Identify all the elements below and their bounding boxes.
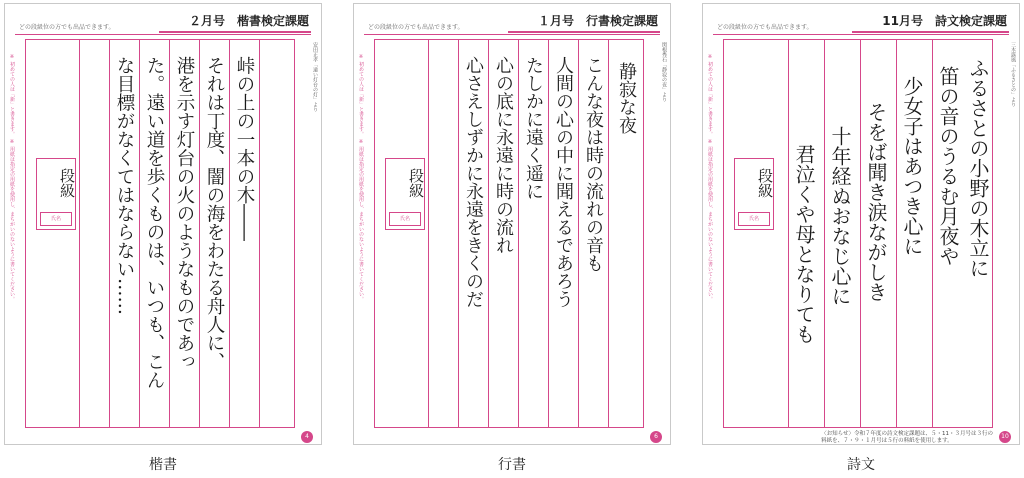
writing-frame <box>25 39 295 428</box>
instruction-note: ※ 初めての人は「新」と書きます。 ※ 用紙は指定の用紙を使用し、まちがいのないように書いてください。 <box>9 54 15 302</box>
grid-line <box>109 40 110 427</box>
calligraphy-line-6: 君泣くや母となりても <box>792 144 816 344</box>
grid-line <box>458 40 459 427</box>
calligraphy-line-3: 港を示す灯台の火のようなものであっ <box>174 56 195 371</box>
grid-line <box>932 40 933 427</box>
source-note: 安田正孝「遠い灯台の灯」より <box>312 42 318 112</box>
grade-name-box <box>36 158 76 230</box>
grid-line <box>896 40 897 427</box>
writing-frame <box>374 39 644 428</box>
calligraphy-line-4: た。遠い道を歩くものは、いつも、こん <box>144 56 165 389</box>
calligraphy-line-2: こんな夜は時の流れの音も <box>583 56 604 272</box>
grid-line <box>79 40 80 427</box>
calligraphy-line-2: それは丁度、闇の海をわたる舟人に、 <box>204 56 225 371</box>
calligraphy-line-3: 少女子はあつき心に <box>900 76 924 256</box>
grid-line <box>788 40 789 427</box>
name-label: 氏名 <box>40 212 72 226</box>
page-title: ２月号 楷書検定課題 <box>159 12 311 33</box>
top-note: どの段級位の方でも出品できます。 <box>19 24 115 31</box>
grid-line <box>860 40 861 427</box>
grid-line <box>229 40 230 427</box>
page-title: 11月号 詩文検定課題 <box>852 12 1009 33</box>
grid-line <box>199 40 200 427</box>
source-note: 三木露風「ふるさとの」より <box>1010 42 1016 107</box>
divider <box>364 34 660 35</box>
caption-gyosho: 行書 <box>498 457 526 473</box>
grade-name-box <box>734 158 774 230</box>
grid-line <box>139 40 140 427</box>
grid-line <box>824 40 825 427</box>
instruction-note: ※ 初めての人は「新」と書きます。 ※ 用紙は指定の用紙を使用し、まちがいのないように書いてください。 <box>707 54 713 302</box>
notice-line-2: 料紙を、７・９・１月号は５行の料紙を使用します。 <box>821 438 953 444</box>
grade-label: 段級 <box>756 168 774 198</box>
top-note: どの段級位の方でも出品できます。 <box>717 24 813 31</box>
grade-name-box <box>385 158 425 230</box>
top-note: どの段級位の方でも出品できます。 <box>368 24 464 31</box>
grid-line <box>428 40 429 427</box>
calligraphy-line-4: たしかに遠く遥に <box>523 56 544 200</box>
calligraphy-line-2: 笛の音のうるむ月夜や <box>936 66 960 266</box>
notice-line-1: 〈お知らせ〉令和７年度の詩文検定課題は、５・11・３月号は３行の <box>821 431 993 437</box>
grid-line <box>488 40 489 427</box>
notice <box>821 431 993 445</box>
writing-frame <box>723 39 993 428</box>
calligraphy-line-3: 人間の心の中に聞えるであろう <box>553 56 574 308</box>
calligraphy-line-6: 心さえしずかに永遠をきくのだ <box>463 56 484 308</box>
divider <box>15 34 311 35</box>
grade-label: 段級 <box>58 168 76 198</box>
grid-line <box>169 40 170 427</box>
instruction-note: ※ 初めての人は「新」と書きます。 ※ 用紙は指定の用紙を使用し、まちがいのないように書いてください。 <box>358 54 364 302</box>
page-number: 6 <box>650 431 662 443</box>
source-note: 関根秀石「静寂の夜」より <box>661 42 667 102</box>
grid-line <box>578 40 579 427</box>
calligraphy-line-1: ふるさとの小野の木立に <box>966 58 990 278</box>
page-number: 4 <box>301 431 313 443</box>
grid-line <box>608 40 609 427</box>
calligraphy-line-5: な目標がなくてはならない…… <box>114 56 135 315</box>
calligraphy-line-5: 十年経ぬおなじ心に <box>828 126 852 306</box>
name-label: 氏名 <box>738 212 770 226</box>
grade-label: 段級 <box>407 168 425 198</box>
page-title: １月号 行書検定課題 <box>508 12 660 33</box>
divider <box>713 34 1009 35</box>
calligraphy-line-5: 心の底に永遠に時の流れ <box>493 56 514 254</box>
shibun-worksheet <box>702 3 1020 445</box>
kaisho-worksheet <box>4 3 322 445</box>
caption-kaisho: 楷書 <box>149 457 177 473</box>
grid-line <box>548 40 549 427</box>
calligraphy-line-1: 静寂な夜 <box>616 62 637 134</box>
calligraphy-line-4: そをば聞き涙ながしき <box>864 102 888 302</box>
grid-line <box>259 40 260 427</box>
grid-line <box>518 40 519 427</box>
caption-shibun: 詩文 <box>847 457 875 473</box>
name-label: 氏名 <box>389 212 421 226</box>
page-number: 10 <box>999 431 1011 443</box>
gyosho-worksheet <box>353 3 671 445</box>
calligraphy-line-1: 峠の上の一本の木―― <box>234 56 255 241</box>
